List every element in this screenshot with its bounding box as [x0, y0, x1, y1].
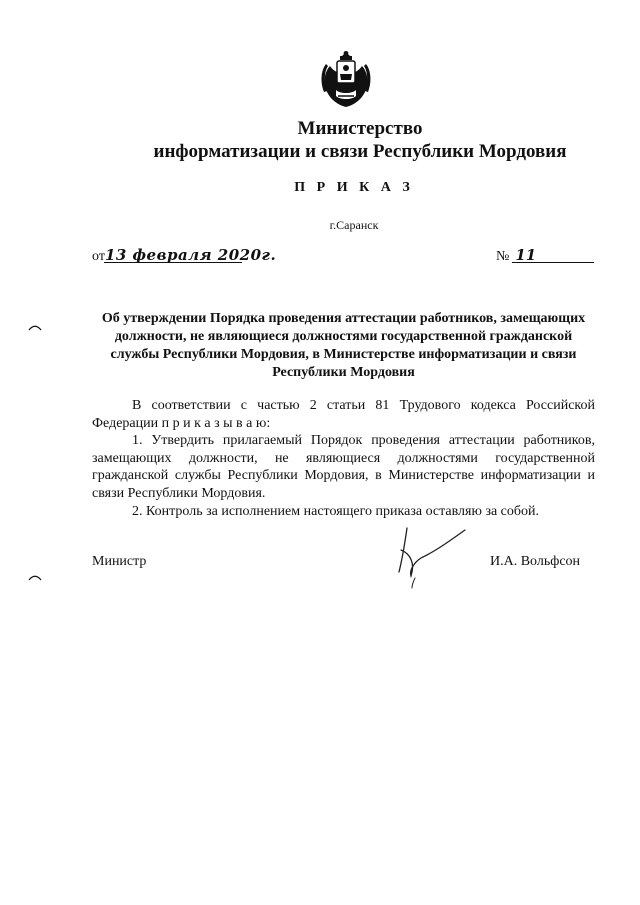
preamble-line1: В соответствии с частью 2 статьи 81 Трудового кодекса Российской: [132, 398, 595, 413]
city: г.Саранск: [329, 218, 379, 232]
order-body: [92, 397, 595, 520]
handwritten-signature-icon: [385, 520, 475, 590]
order-subject: Об утверждении Порядка проведения аттестации работников, замещающих должности, не являющиеся должностями государственной гражданской службы Республики Мордовия, в Министерстве информатизации и связи Республики Мордовия: [101, 311, 586, 380]
order-item-2: 2. Контроль за исполнением настоящего приказа оставляю за собой.: [132, 503, 540, 519]
number-handwritten: 11: [515, 246, 537, 264]
date-underline: [104, 262, 242, 263]
ministry-name-line2: информатизации и связи Республики Мордовия: [153, 141, 567, 162]
margin-mark-icon: [28, 568, 42, 574]
order-item-1: 1. Утвердить прилагаемый Порядок проведения аттестации работников, замещающих должности, не являющиеся должностями государственной гражданской службы Республики Мордовия, в Министерстве информатизации и связи Республики Мордовия.: [92, 433, 595, 501]
document-type: П Р И К А З: [294, 180, 414, 195]
coat-of-arms-icon: [318, 48, 374, 110]
ministry-name: [60, 117, 640, 163]
number-underline: [512, 262, 594, 263]
preamble-line2: Федерации п р и к а з ы в а ю:: [92, 415, 271, 431]
signatory-title: Министр: [92, 554, 147, 569]
signatory-name: И.А. Вольфсон: [490, 554, 581, 569]
margin-mark-icon: [28, 318, 42, 324]
date-prefix: от: [92, 249, 105, 264]
number-prefix: №: [496, 249, 510, 264]
ministry-name-line1: Министерство: [297, 118, 423, 139]
date-handwritten: 13 февраля 2020г.: [104, 246, 277, 264]
